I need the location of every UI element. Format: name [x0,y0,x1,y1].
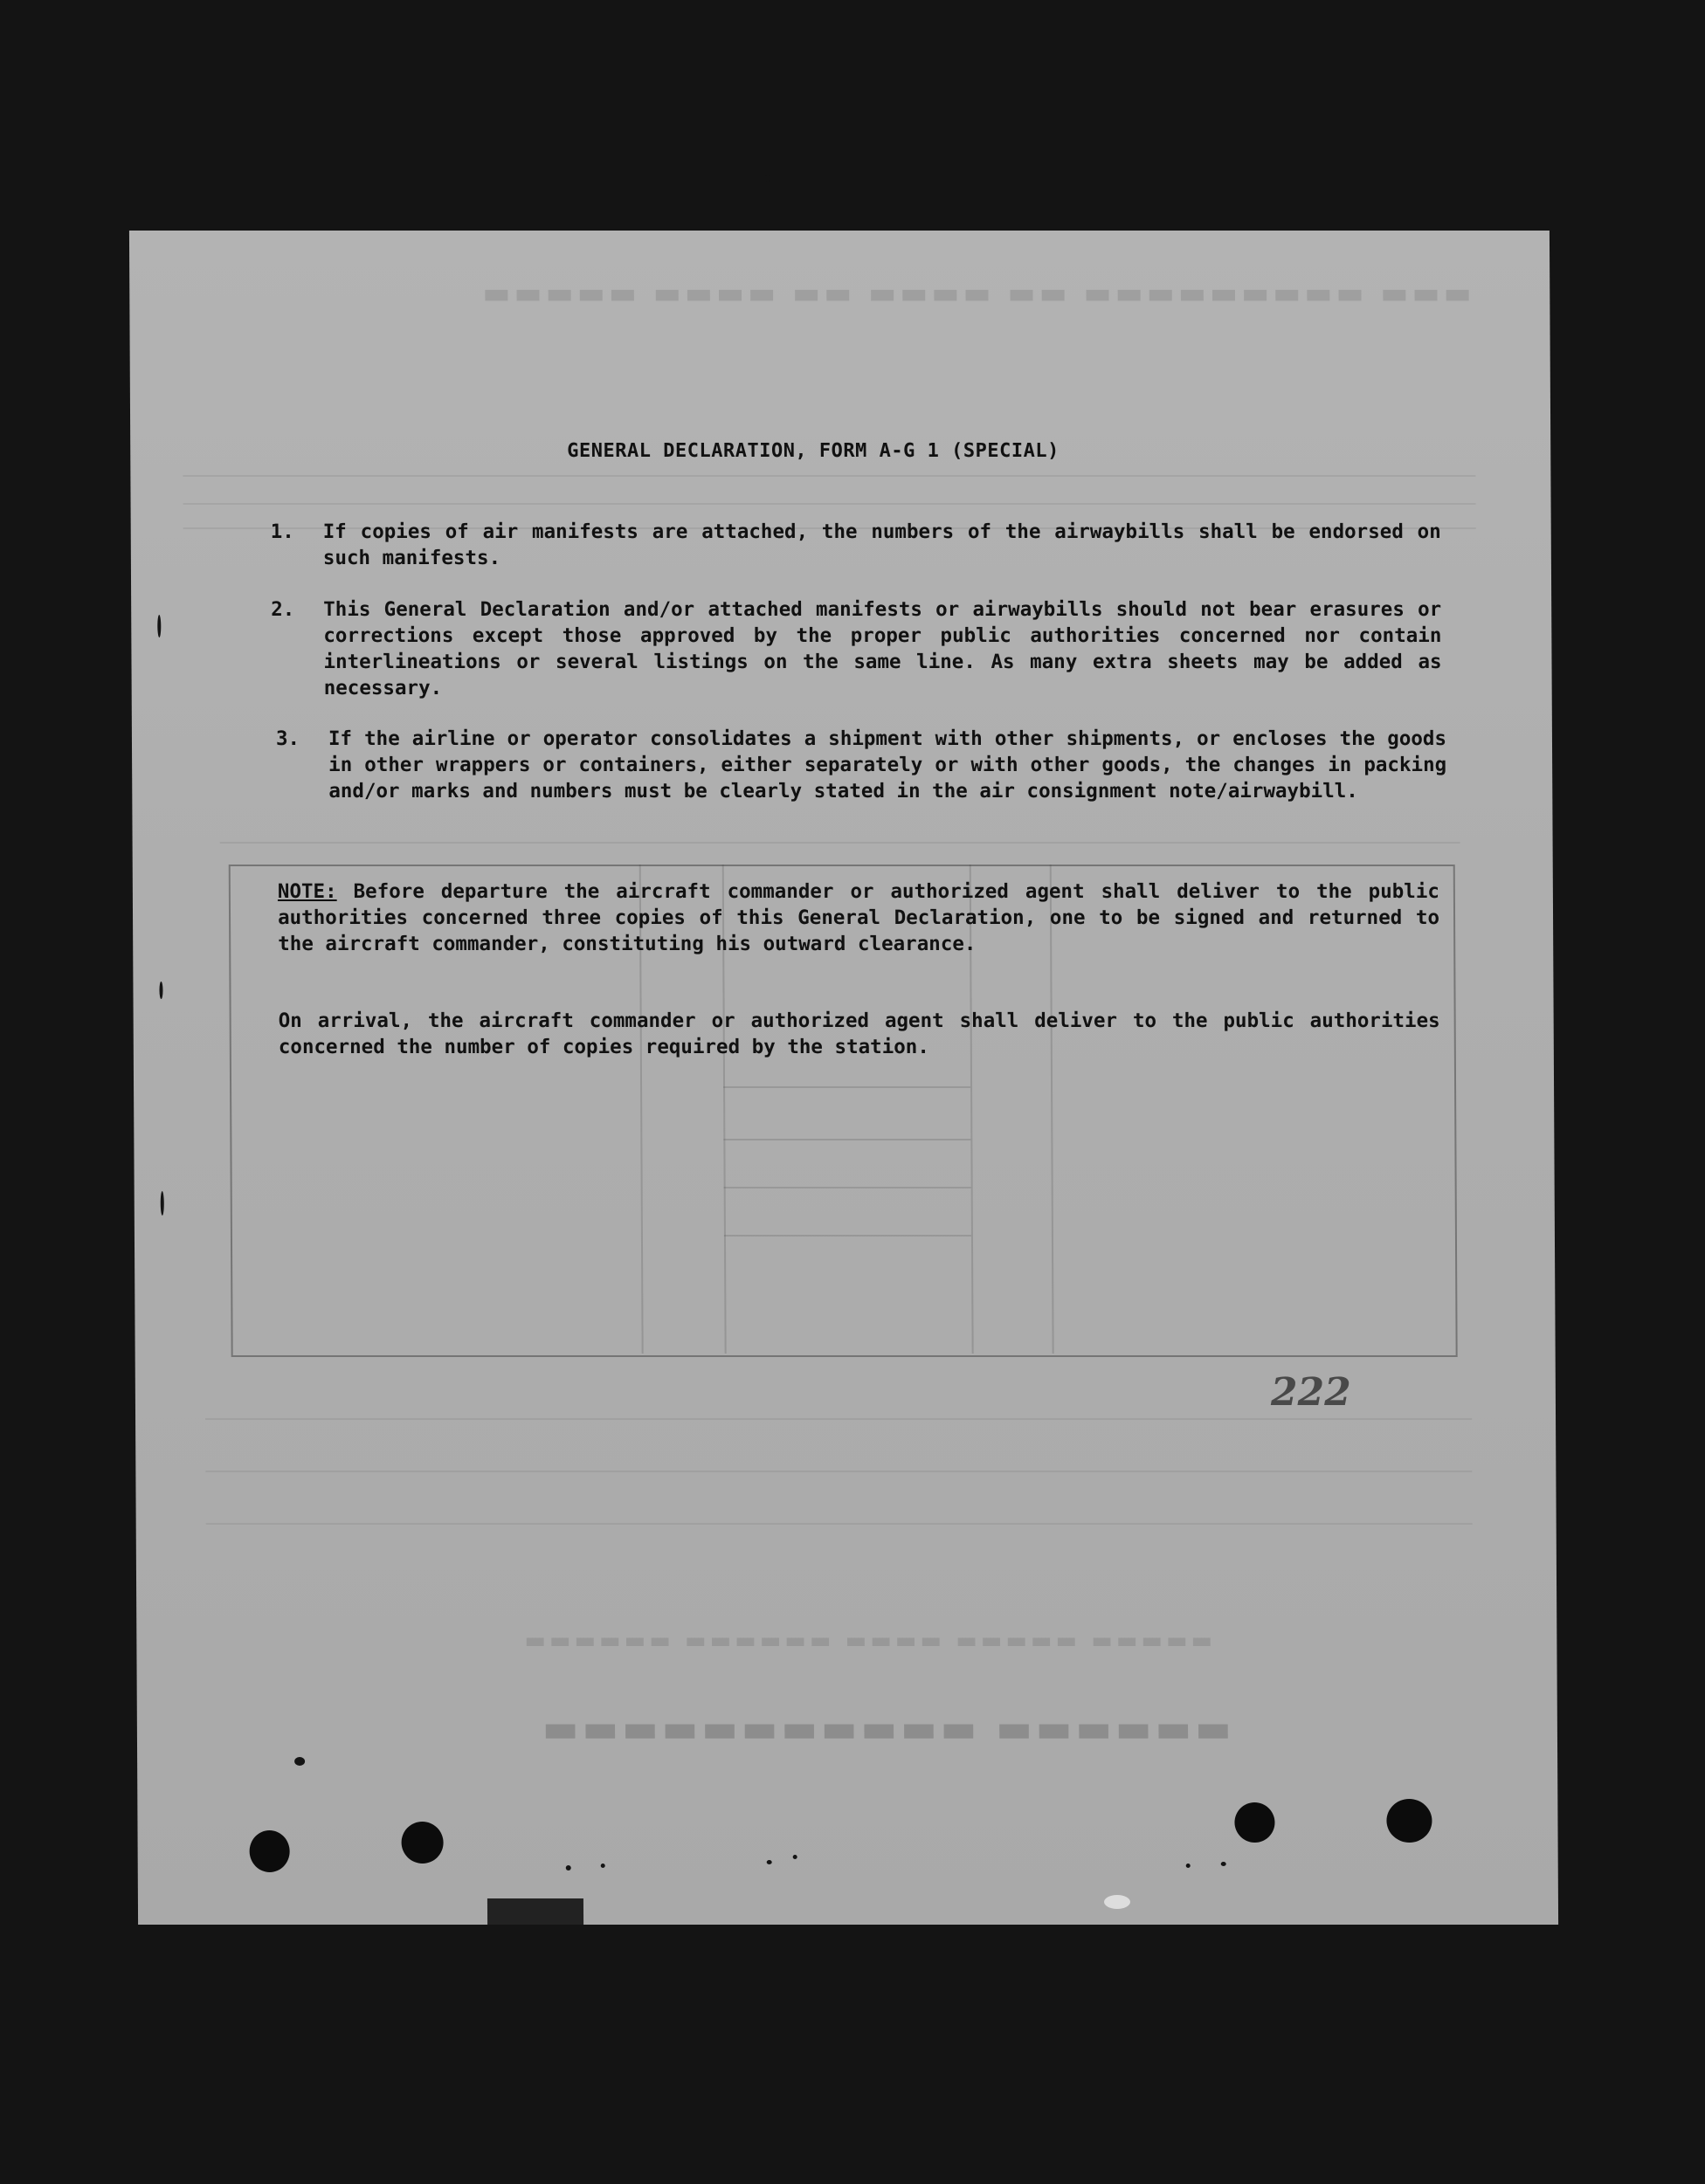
punch-hole [250,1830,290,1872]
document-sheet [129,231,1558,1925]
list-item-number: 2. [271,598,295,621]
list-item-number: 1. [270,520,294,543]
edge-tear [487,1898,583,1925]
punch-hole [401,1822,443,1864]
departure-note-text: Before departure the aircraft commander or authorized agent shall deliver to the public authorities concerned three copies of this General Declaration, one to be signed and returned to the aircraft commander, constituting his outward clearance. [277,880,1440,955]
bleed-through-form-title: ▬▬▬▬▬▬ ▬▬▬▬▬▬▬▬▬▬▬ [538,1706,1232,1751]
punch-hole [1234,1802,1274,1843]
note-label: NOTE: [277,880,337,903]
declaration-content [129,231,1558,1925]
arrival-note: On arrival, the aircraft commander or authorized agent shall deliver to the public authorities concerned the number of copies required by the station. [278,1009,1440,1058]
bleed-through-subheading: ▬▬▬▬▬ ▬▬▬▬▬ ▬▬▬▬ ▬▬▬▬▬▬ ▬▬▬▬▬▬ [521,1628,1213,1654]
list-item-text: If copies of air manifests are attached, the numbers of the airwaybills shall be endorsed on such manifests. [322,520,1441,569]
list-item-text: If the airline or operator consolidates a shipment with other shipments, or encloses the goods in other wrappers or containers, either separately or with other goods, the changes in packing and/or marks and numbers must be clearly stated in the air consignment note/airwaybill. [328,727,1447,803]
bleed-through-heading: ▬▬▬ ▬▬▬▬▬▬▬▬▬ ▬▬ ▬▬▬▬ ▬▬ ▬▬▬▬ ▬▬▬▬▬ [479,276,1472,311]
departure-note [278,878,1439,957]
page-title: GENERAL DECLARATION, FORM A-G 1 (SPECIAL) [567,440,1060,462]
list-item-text: This General Declaration and/or attached manifests or airwaybills should not bear erasures or corrections except those approved by the proper public authorities concerned nor contain interlineations or several listings on the same line. As many extra sheets may be added as necessary. [323,598,1442,699]
list-item [271,596,1442,701]
punch-hole [1386,1799,1432,1843]
handwritten-mark: 222 [1270,1370,1351,1415]
list-item [276,726,1446,804]
list-item [271,519,1441,571]
list-item-number: 3. [275,727,300,750]
